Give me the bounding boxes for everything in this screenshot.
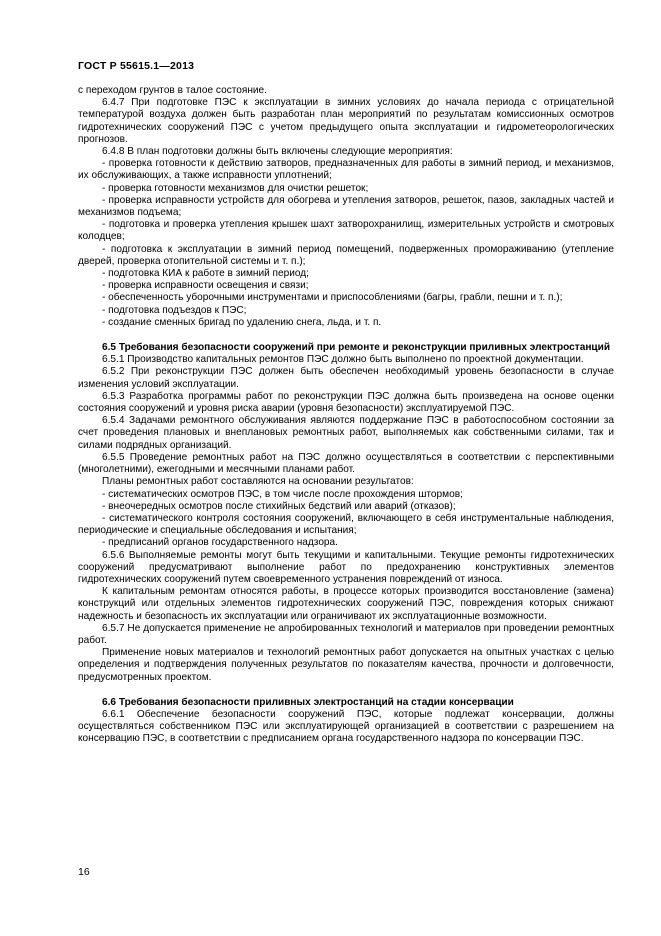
section-heading: 6.5 Требования безопасности сооружений при ремонте и реконструкции приливных электростанций [102,342,611,354]
paragraph: - подготовка и проверка утепления крышек шахт затворохранилищ, измерительных устройств и смотровых колодцев; [78,219,614,243]
paragraph: - проверка готовности механизмов для очистки решеток; [102,182,369,194]
paragraph: - внеочередных осмотров после стихийных бедствий или аварий (отказов); [102,500,456,512]
paragraph: 6.5.1 Производство капитальных ремонтов ПЭС должно быть выполнено по проектной документации. [102,354,584,366]
paragraph: - обеспеченность уборочными инструментами и приспособлениями (багры, грабли, пешни и т. п.); [102,292,563,304]
paragraph: Планы ремонтных работ составляются на основании результатов: [102,476,414,488]
paragraph: - подготовка КИА к работе в зимний период; [102,268,309,280]
paragraph: 6.5.7 Не допускается применение не апробированных технологий и материалов при проведении ремонтных работ. [78,622,614,646]
paragraph: - систематических осмотров ПЭС, в том числе после прохождения штормов; [102,488,463,500]
paragraph: - проверка готовности к действию затворов, предназначенных для работы в зимний период, и механизмов, их обслуживающих, а также исправности уплотнений; [78,158,614,182]
document-body [78,85,614,746]
paragraph: 6.5.3 Разработка программы работ по реконструкции ПЭС должна быть произведена на основе оценки состояния сооружений и уровня риска аварии (уровня безопасности) эксплуатируемой ПЭС. [78,390,614,415]
paragraph: - проверка исправности освещения и связи; [102,280,309,292]
paragraph: 6.4.7 При подготовке ПЭС к эксплуатации в зимних условиях до начала периода с отрицательной температурой воздуха должен быть разработан план мероприятий по результатам комиссионных осмотров гидротехнических сооружений ПЭС с учетом предыдущего опыта эксплуатации и гидрометеорологических прогнозов. [78,97,614,145]
paragraph: 6.5.6 Выполняемые ремонты могут быть текущими и капитальными. Текущие ремонты гидротехнических сооружений предусматривают выполнение работ по предохранению конструктивных элементов гидротехнических сооружений путем своевременного устранения повреждений от износа. [78,549,614,585]
paragraph: 6.5.4 Задачами ремонтного обслуживания являются поддержание ПЭС в работоспособном состоянии за счет проведения плановых и внеплановых ремонтных работ, выполняемых как собственными силами, так и силами подрядных организаций. [78,415,614,451]
paragraph: - систематического контроля состояния сооружений, включающего в себя инструментальные наблюдения, периодические и специальные обследования и испытания; [78,512,614,537]
paragraph: - подготовка подъездов к ПЭС; [102,304,247,316]
paragraph: - проверка исправности устройств для обогрева и утепления затворов, решеток, пазов, закладных частей и механизмов подъема; [78,194,614,219]
paragraph: 6.5.5 Проведение ремонтных работ на ПЭС должно осуществляться в соответствии с перспективными (многолетними), ежегодными и месячными планами работ. [78,451,614,476]
paragraph: Применение новых материалов и технологий ремонтных работ допускается на опытных участках с целью определения и подтверждения полученных результатов по показателям качества, прочности и долговечности, предусмотренных проектом. [78,647,614,683]
paragraph: 6.6.1 Обеспечение безопасности сооружений ПЭС, которые подлежат консервации, должны осуществляться собственником ПЭС или эксплуатирующей организацией в соответствии с разрешением на консервацию ПЭС, в соответствии с предписанием органа государственного надзора по консервации ПЭС. [78,708,614,745]
paragraph: с переходом грунтов в талое состояние. [78,85,267,96]
paragraph: К капитальным ремонтам относятся работы, в процессе которых производится восстановление (замена) конструкций или отдельных элементов гидротехнических сооружений ПЭС, повреждения которых снижают надежность и безопасность их эксплуатации или ограничивают их эксплуатационные возможности. [78,586,614,622]
paragraph: - подготовка к эксплуатации в зимний период помещений, подверженных промораживанию (утепление дверей, проверка отопительной системы и т. п.); [78,243,614,267]
paragraph: 6.4.8 В план подготовки должны быть включены следующие мероприятия: [102,146,453,158]
paragraph: 6.5.2 При реконструкции ПЭС должен быть обеспечен необходимый уровень безопасности в случае изменения условий эксплуатации. [78,366,614,390]
paragraph: - создание сменных бригад по удалению снега, льда, и т. п. [102,316,382,328]
document-header: ГОСТ Р 55615.1—2013 [78,60,195,72]
section-heading: 6.6 Требования безопасности приливных электростанций на стадии консервации [102,696,514,708]
page-number: 16 [78,866,90,878]
paragraph: - предписаний органов государственного надзора. [102,537,338,549]
